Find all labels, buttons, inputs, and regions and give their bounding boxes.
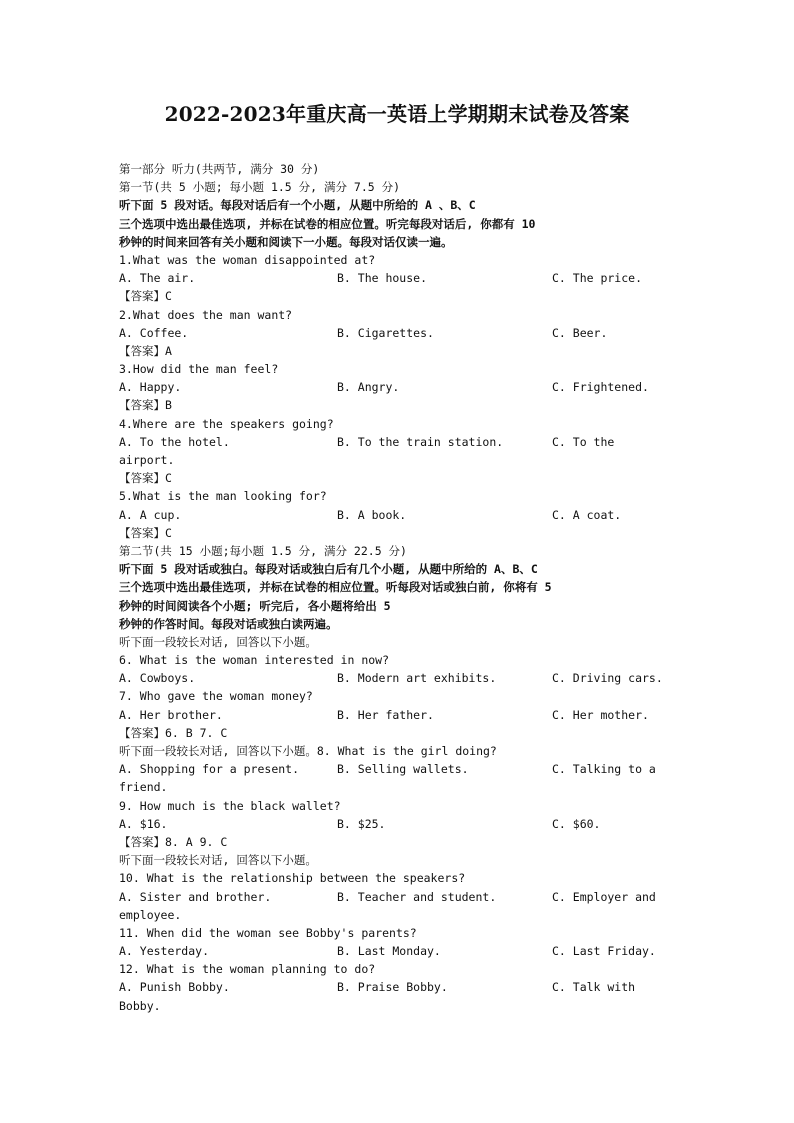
question-text: 6. What is the woman interested in now? — [119, 653, 390, 668]
option-row — [119, 942, 679, 960]
option-c: C. $60. — [552, 816, 601, 831]
group-lead: 听下面一段较长对话, 回答以下小题。8. What is the girl doing? — [119, 744, 497, 758]
option-continuation: employee. — [119, 907, 182, 922]
option-a: A. The air. — [119, 271, 196, 286]
question-text: 4.Where are the speakers going? — [119, 416, 334, 431]
option-c: C. Talking to a — [552, 762, 656, 777]
question-text: 11. When did the woman see Bobby's parents? — [119, 925, 417, 940]
instruction-line: 听下面 5 段对话或独白。每段对话或独白后有几个小题, 从题中所给的 A、B、C — [119, 562, 538, 577]
option-b: B. Selling wallets. — [337, 762, 469, 777]
option-row — [119, 706, 679, 724]
exam-content — [119, 160, 679, 1015]
option-b: B. Cigarettes. — [337, 325, 434, 340]
option-a: A. Happy. — [119, 380, 182, 395]
answer-line: 【答案】C — [119, 471, 172, 486]
option-b: B. The house. — [337, 271, 428, 286]
option-c: C. Beer. — [552, 325, 608, 340]
option-b: B. To the train station. — [337, 434, 504, 449]
option-b: B. Modern art exhibits. — [337, 671, 497, 686]
option-row — [119, 669, 679, 687]
option-row — [119, 378, 679, 396]
question-text: 10. What is the relationship between the speakers? — [119, 871, 466, 886]
option-a: A. Her brother. — [119, 707, 223, 722]
group-lead: 听下面一段较长对话, 回答以下小题。 — [119, 853, 317, 868]
option-c: C. Talk with — [552, 980, 636, 995]
section-heading: 第二节(共 15 小题;每小题 1.5 分, 满分 22.5 分) — [119, 543, 407, 558]
option-a: A. Sister and brother. — [119, 889, 272, 904]
option-b: B. $25. — [337, 816, 386, 831]
option-a: A. To the hotel. — [119, 434, 230, 449]
part-heading: 第一部分 听力(共两节, 满分 30 分) — [119, 162, 320, 176]
instruction-line: 听下面 5 段对话。每段对话后有一个小题, 从题中所给的 A 、B、C — [119, 198, 476, 213]
page-title: 2022-2023年重庆高一英语上学期期末试卷及答案 — [164, 102, 630, 126]
option-row — [119, 888, 679, 906]
instruction-line: 秒钟的作答时间。每段对话或独白读两遍。 — [119, 616, 338, 631]
option-c: C. A coat. — [552, 507, 622, 522]
instruction-line: 三个选项中选出最佳选项, 并标在试卷的相应位置。听完每段对话后, 你都有 10 — [119, 216, 536, 231]
option-b: B. Teacher and student. — [337, 889, 497, 904]
option-row — [119, 506, 679, 524]
option-b: B. Her father. — [337, 707, 434, 722]
answer-line: 【答案】A — [119, 343, 172, 358]
question-text: 1.What was the woman disappointed at? — [119, 252, 376, 267]
option-row — [119, 760, 679, 778]
option-a: A. Yesterday. — [119, 944, 210, 959]
option-c: C. Her mother. — [552, 707, 649, 722]
answer-line: 【答案】B — [119, 398, 172, 413]
option-continuation: airport. — [119, 453, 175, 467]
answer-line: 【答案】C — [119, 525, 172, 540]
option-a: A. Coffee. — [119, 325, 189, 340]
section-heading: 第一节(共 5 小题; 每小题 1.5 分, 满分 7.5 分) — [119, 180, 401, 195]
option-a: A. $16. — [119, 816, 168, 831]
option-continuation: friend. — [119, 780, 168, 795]
option-c: C. Frightened. — [552, 380, 649, 395]
answer-line: 【答案】8. A 9. C — [119, 834, 228, 849]
answer-line: 【答案】C — [119, 289, 172, 304]
instruction-line: 秒钟的时间阅读各个小题; 听完后, 各小题将给出 5 — [119, 598, 391, 613]
question-text: 3.How did the man feel? — [119, 362, 279, 377]
option-a: A. Punish Bobby. — [119, 980, 230, 995]
instruction-line: 秒钟的时间来回答有关小题和阅读下一小题。每段对话仅读一遍。 — [119, 234, 453, 249]
option-c: C. The price. — [552, 271, 643, 286]
question-text: 5.What is the man looking for? — [119, 489, 327, 504]
option-b: B. Praise Bobby. — [337, 980, 448, 995]
option-row — [119, 269, 679, 287]
option-b: B. Last Monday. — [337, 944, 441, 959]
question-text: 7. Who gave the woman money? — [119, 689, 313, 704]
option-b: B. Angry. — [337, 380, 400, 395]
option-row — [119, 433, 679, 451]
question-text: 2.What does the man want? — [119, 307, 293, 322]
option-row — [119, 815, 679, 833]
option-continuation: Bobby. — [119, 998, 161, 1013]
group-lead: 听下面一段较长对话, 回答以下小题。 — [119, 634, 317, 649]
option-c: C. Employer and — [552, 889, 656, 904]
option-row — [119, 978, 679, 996]
option-c: C. Last Friday. — [552, 944, 656, 959]
option-a: A. Cowboys. — [119, 671, 196, 686]
option-c: C. Driving cars. — [552, 671, 663, 686]
instruction-line: 三个选项中选出最佳选项, 并标在试卷的相应位置。听每段对话或独白前, 你将有 5 — [119, 580, 552, 595]
option-a: A. A cup. — [119, 507, 182, 522]
answer-line: 【答案】6. B 7. C — [119, 725, 228, 740]
question-text: 12. What is the woman planning to do? — [119, 962, 376, 977]
option-row — [119, 324, 679, 342]
question-text: 9. How much is the black wallet? — [119, 798, 341, 813]
option-b: B. A book. — [337, 507, 407, 522]
option-a: A. Shopping for a present. — [119, 762, 300, 777]
option-c: C. To the — [552, 434, 615, 449]
